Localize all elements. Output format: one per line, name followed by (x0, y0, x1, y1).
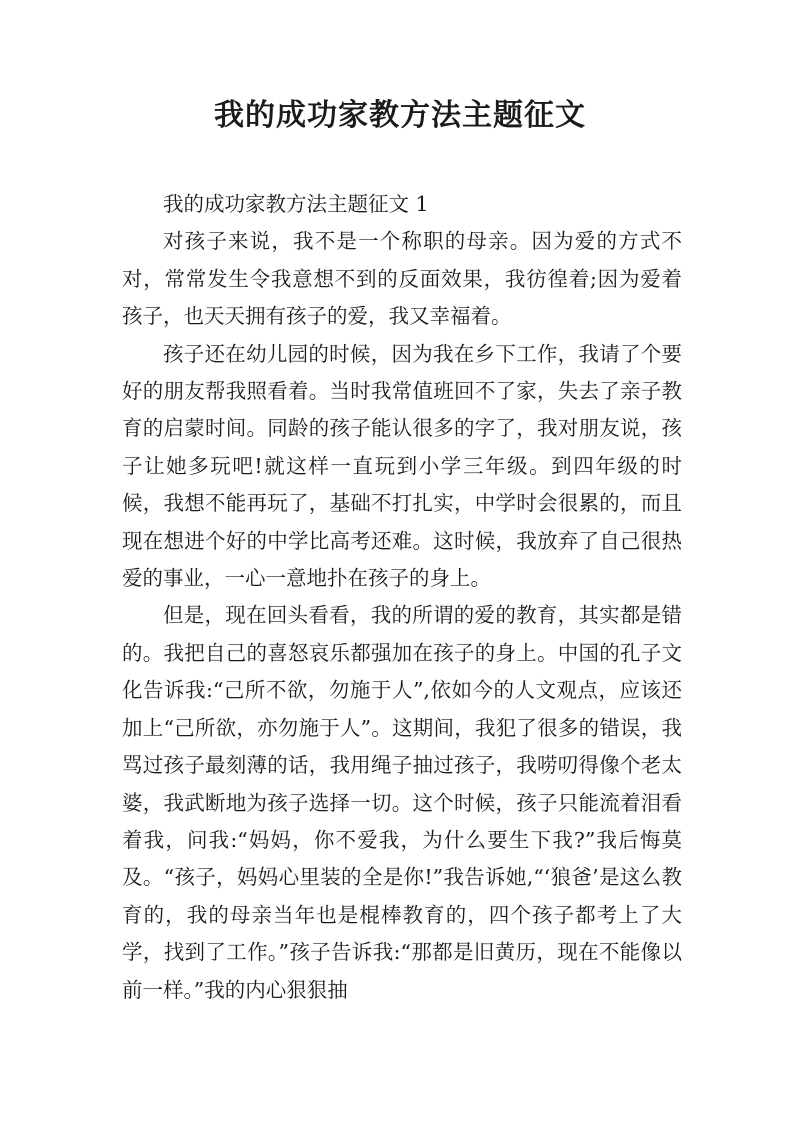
paragraph-2: 孩子还在幼儿园的时候，因为我在乡下工作，我请了个要好的朋友帮我照看着。当时我常值班回不了家，失去了亲子教育的启蒙时间。同龄的孩子能认很多的字了，我对朋友说，孩子让她多玩吧!就这样一直玩到小学三年级。到四年级的时候，我想不能再玩了，基础不打扎实，中学时会很累的，而且现在想进个好的中学比高考还难。这时候，我放弃了自己很热爱的事业，一心一意地扑在孩子的身上。 (122, 341, 682, 591)
document-title: 我的成功家教方法主题征文 (214, 98, 586, 133)
paragraph-3: 但是，现在回头看看，我的所谓的爱的教育，其实都是错的。我把自己的喜怒哀乐都强加在孩子的身上。中国的孔子文化告诉我:“己所不欲，勿施于人”,依如今的人文观点，应该还加上“己所欲，亦勿施于人”。这期间，我犯了很多的错误，我骂过孩子最刻薄的话，我用绳子抽过孩子，我唠叨得像个老太婆，我武断地为孩子选择一切。这个时候，孩子只能流着泪看着我，问我:“妈妈，你不爱我，为什么要生下我?”我后悔莫及。“孩子，妈妈心里装的全是你!”我告诉她,“‘狼爸’是这么教育的，我的母亲当年也是棍棒教育的，四个孩子都考上了大学，找到了工作。”孩子告诉我:“那都是旧黄历，现在不能像以前一样。”我的内心狠狠抽 (122, 603, 682, 1002)
essay-subtitle: 我的成功家教方法主题征文 1 (163, 192, 429, 216)
document-body (122, 186, 682, 1009)
paragraph-1: 对孩子来说，我不是一个称职的母亲。因为爱的方式不对，常常发生令我意想不到的反面效果，我彷徨着;因为爱着孩子，也天天拥有孩子的爱，我又幸福着。 (122, 229, 682, 329)
